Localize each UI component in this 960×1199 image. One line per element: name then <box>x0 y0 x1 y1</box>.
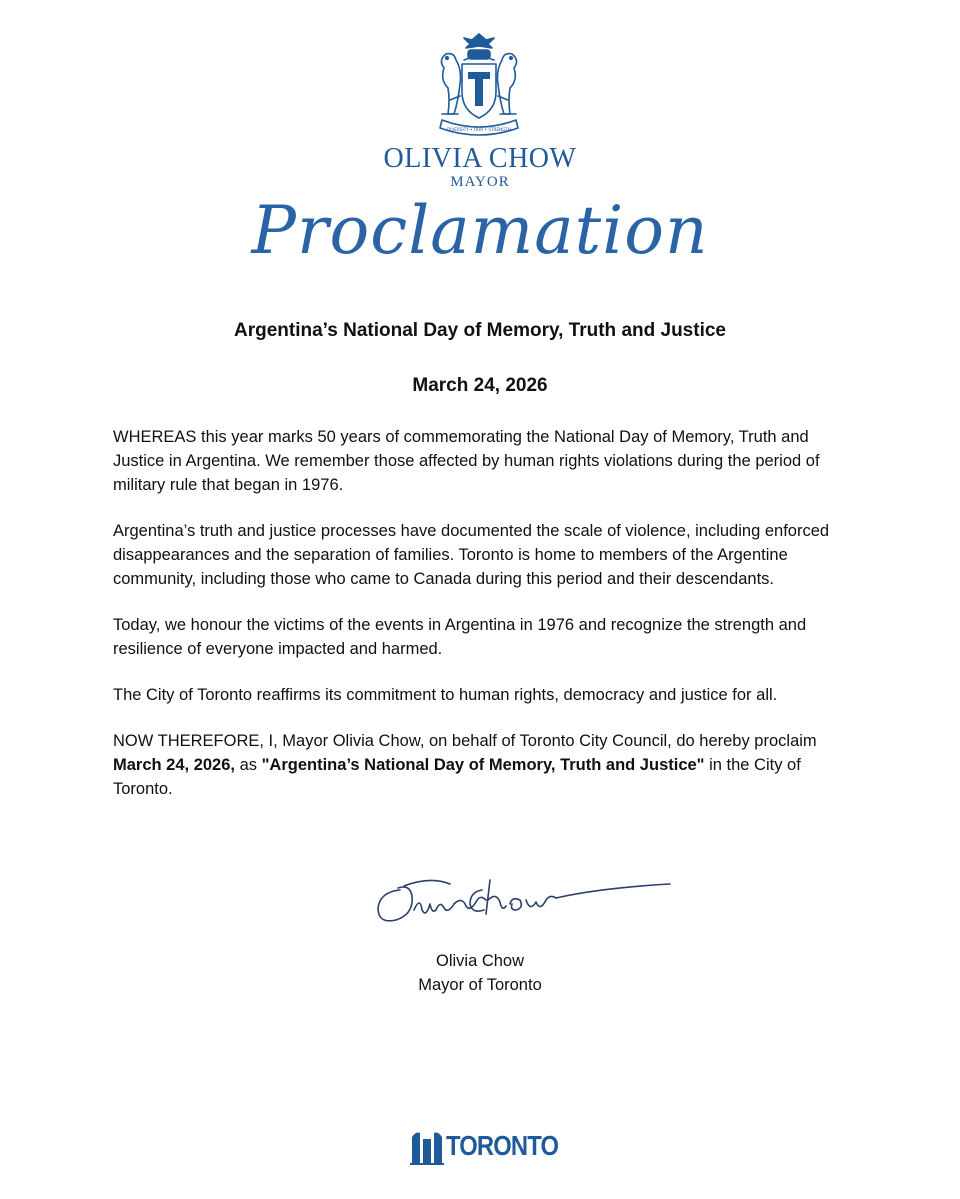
body-paragraph: Argentina’s truth and justice processes have documented the scale of violence, including enforced disappearances and the separation of families. Toronto is home to members of the Argentine community, including those who came to Canada during this period and their descendants. <box>113 522 830 588</box>
closing-middle: as <box>235 756 262 774</box>
mayor-role-heading: MAYOR <box>450 174 510 190</box>
toronto-wordmark: TORONTO <box>446 1130 559 1161</box>
toronto-logo <box>410 1123 559 1168</box>
signatory-name: Olivia Chow <box>435 952 525 970</box>
closing-paragraph <box>113 729 859 801</box>
proclamation-script-heading: Proclamation <box>251 192 709 269</box>
proclamation-title: Argentina’s National Day of Memory, Truth and Justice <box>234 320 726 341</box>
city-hall-icon <box>410 1123 444 1165</box>
body-paragraph: Today, we honour the victims of the events in Argentina in 1976 and recognize the strength and resilience of everyone impacted and harmed. <box>113 616 807 658</box>
closing-day-name: "Argentina’s National Day of Memory, Truth and Justice" <box>261 756 705 774</box>
coat-of-arms-icon <box>428 30 530 140</box>
proclamation-date: March 24, 2026 <box>412 375 548 396</box>
body-paragraph: WHEREAS this year marks 50 years of commemorating the National Day of Memory, Truth and Justice in Argentina. We remember those affected by human rights violations during the period of military rule that began in 1976. <box>113 428 820 494</box>
closing-suffix: in the City of Toronto. <box>113 756 801 798</box>
closing-date: March 24, 2026, <box>113 756 235 774</box>
proclamation-body <box>113 425 859 823</box>
closing-prefix: NOW THEREFORE, I, Mayor Olivia Chow, on behalf of Toronto City Council, do hereby proclaim <box>113 732 817 750</box>
signatory-title: Mayor of Toronto <box>418 976 542 994</box>
body-paragraph: The City of Toronto reaffirms its commitment to human rights, democracy and justice for all. <box>113 686 778 704</box>
crest-motto-text: DIVERSITY • OUR • STRENGTH <box>446 127 512 132</box>
mayor-name-heading: OLIVIA CHOW <box>383 143 577 174</box>
signature-icon <box>370 870 680 930</box>
